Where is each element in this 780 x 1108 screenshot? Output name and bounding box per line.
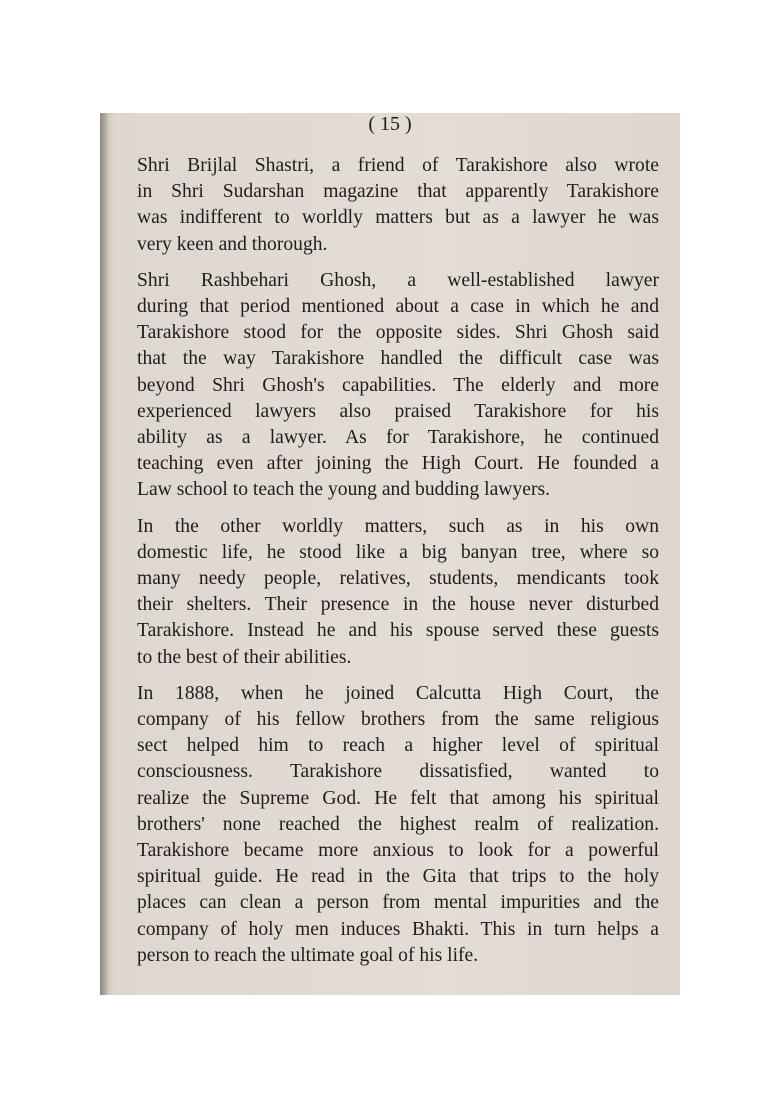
page-number: ( 15 ) [368, 113, 412, 135]
paragraph-line: their shelters. Their presence in the house never disturbed [137, 594, 659, 616]
paragraph-line: Shri Rashbehari Ghosh, a well-established lawyer [137, 269, 659, 291]
paragraph-4 [108, 681, 659, 969]
paragraph-line: teaching even after joining the High Court. He founded a [137, 453, 659, 475]
paragraph-line: company of holy men induces Bhakti. This in turn helps a [137, 918, 659, 940]
paragraph-line: in Shri Sudarshan magazine that apparently Tarakishore [137, 181, 659, 203]
paragraph-line: Tarakishore became more anxious to look for a powerful [137, 840, 659, 862]
paragraph-line: Law school to teach the young and budding lawyers. [137, 479, 550, 501]
paragraph-line: sect helped him to reach a higher level of spiritual [137, 735, 659, 757]
paragraph-line: that the way Tarakishore handled the difficult case was [137, 348, 659, 370]
paragraph-line: realize the Supreme God. He felt that among his spiritual [137, 787, 659, 809]
paragraph-line: spiritual guide. He read in the Gita that trips to the holy [137, 866, 659, 888]
paragraph-line: In 1888, when he joined Calcutta High Court, the [137, 682, 659, 704]
paragraph-line: was indifferent to worldly matters but as a lawyer he was [137, 207, 659, 229]
book-spine-shadow [100, 113, 108, 995]
paragraph-line: domestic life, he stood like a big banyan tree, where so [137, 541, 659, 563]
paragraph-3 [108, 514, 659, 671]
paragraph-line: ability as a lawyer. As for Tarakishore, he continued [137, 427, 659, 449]
paragraph-2 [108, 268, 659, 504]
paragraph-line: very keen and thorough. [137, 233, 328, 255]
paragraph-line: places can clean a person from mental impurities and the [137, 892, 659, 914]
paragraph-line: consciousness. Tarakishore dissatisfied, wanted to [137, 761, 659, 783]
paragraph-line: during that period mentioned about a case in which he and [137, 296, 659, 318]
paragraph-line: beyond Shri Ghosh's capabilities. The elderly and more [137, 374, 659, 396]
paragraph-line: Tarakishore. Instead he and his spouse served these guests [137, 620, 659, 642]
paragraph-line: person to reach the ultimate goal of his life. [137, 944, 479, 966]
paragraph-line: many needy people, relatives, students, mendicants took [137, 568, 659, 590]
paragraph-1 [108, 153, 659, 258]
paragraph-line: Shri Brijlal Shastri, a friend of Tarakishore also wrote [137, 155, 659, 176]
paragraph-line: company of his fellow brothers from the same religious [137, 709, 659, 731]
scanned-page [100, 113, 680, 995]
paragraph-line: to the best of their abilities. [137, 646, 352, 668]
paragraph-line: Tarakishore stood for the opposite sides. Shri Ghosh said [137, 322, 659, 344]
paragraph-line: experienced lawyers also praised Tarakishore for his [137, 400, 659, 422]
paragraph-line: brothers' none reached the highest realm of realization. [137, 813, 659, 835]
paragraph-line: In the other worldly matters, such as in his own [137, 515, 659, 537]
body-text [108, 153, 659, 969]
